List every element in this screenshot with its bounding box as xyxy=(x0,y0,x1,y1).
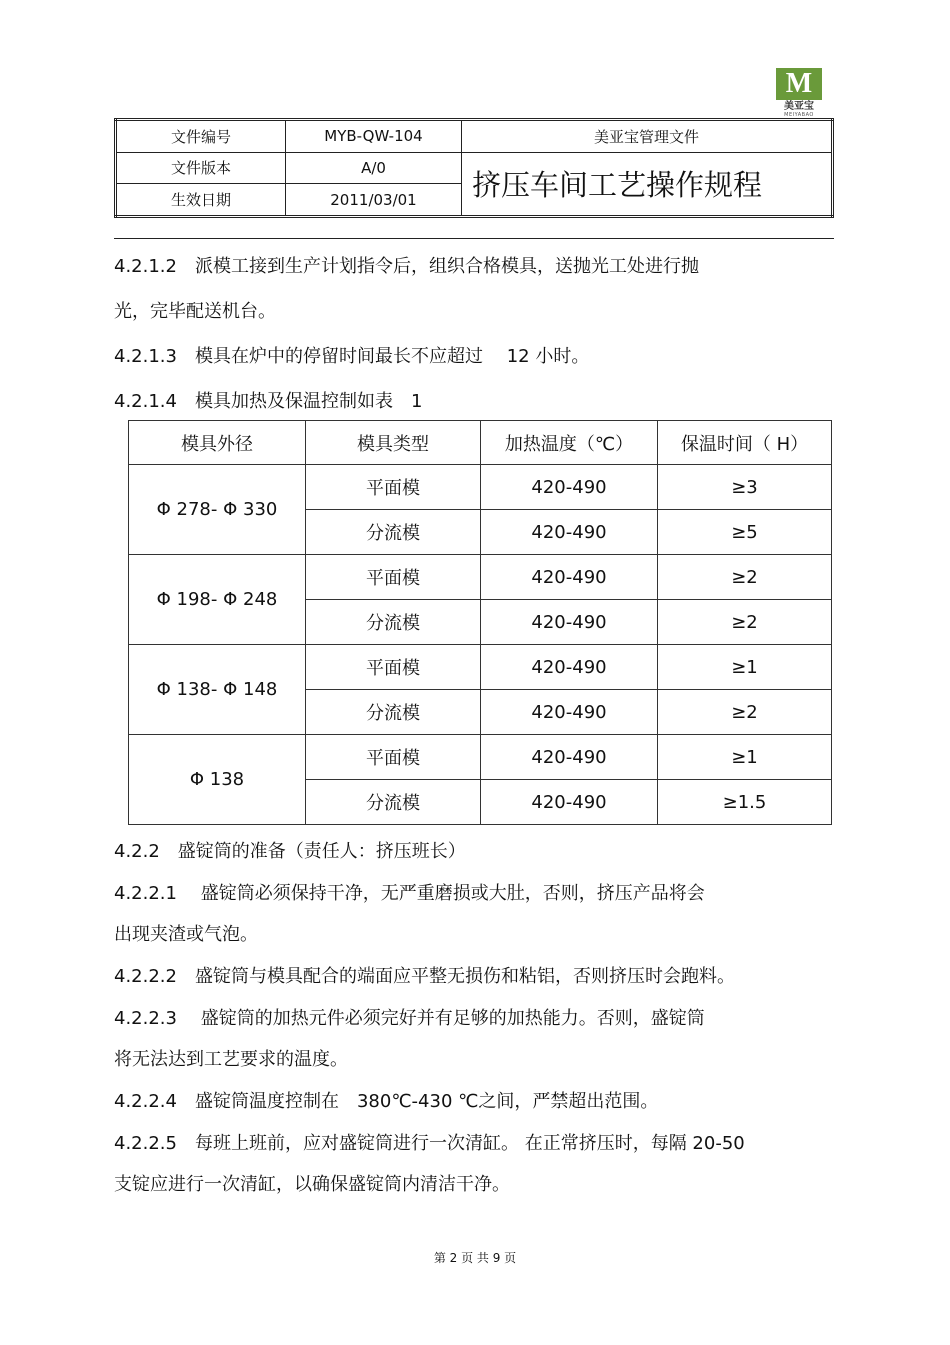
logo-letter: M xyxy=(785,68,813,99)
doc-version-label: 文件版本 xyxy=(116,152,286,183)
time-cell: ≥1 xyxy=(658,735,832,780)
table-row xyxy=(129,555,832,600)
header-row xyxy=(116,152,833,183)
diameter-cell: Φ 198- Φ 248 xyxy=(129,555,306,645)
time-cell: ≥2 xyxy=(658,555,832,600)
type-cell: 平面模 xyxy=(306,555,481,600)
logo-chinese-name: 美亚宝 xyxy=(784,101,814,112)
doc-number-value: MYB-QW-104 xyxy=(286,120,462,153)
company-logo xyxy=(774,68,824,118)
type-cell: 平面模 xyxy=(306,735,481,780)
temp-cell: 420-490 xyxy=(481,780,658,825)
temp-cell: 420-490 xyxy=(481,645,658,690)
type-cell: 分流模 xyxy=(306,690,481,735)
col-header-diameter: 模具外径 xyxy=(129,421,306,465)
time-cell: ≥2 xyxy=(658,600,832,645)
temp-cell: 420-490 xyxy=(481,465,658,510)
paragraph: 4.2.2.3 盛锭筒的加热元件必须完好并有足够的加热能力。否则，盛锭筒 xyxy=(114,1008,705,1029)
paragraph: 4.2.2.2 盛锭筒与模具配合的端面应平整无损伤和粘铝，否则挤压时会跑料。 xyxy=(114,966,735,987)
temp-cell: 420-490 xyxy=(481,690,658,735)
logo-english-name: MEIYABAO xyxy=(784,112,814,118)
effective-date-label: 生效日期 xyxy=(116,184,286,217)
temp-cell: 420-490 xyxy=(481,555,658,600)
table-row xyxy=(129,735,832,780)
paragraph: 4.2.2 盛锭筒的准备（责任人：挤压班长） xyxy=(114,841,466,862)
table-row xyxy=(129,645,832,690)
type-cell: 分流模 xyxy=(306,780,481,825)
logo-mark xyxy=(776,68,822,100)
temp-cell: 420-490 xyxy=(481,600,658,645)
type-cell: 平面模 xyxy=(306,465,481,510)
time-cell: ≥1.5 xyxy=(658,780,832,825)
paragraph: 4.2.1.4 模具加热及保温控制如表 1 xyxy=(114,391,423,412)
mold-heating-table xyxy=(128,420,832,825)
header-row xyxy=(116,120,833,153)
paragraph: 4.2.2.1 盛锭筒必须保持干净，无严重磨损或大肚，否则，挤压产品将会 xyxy=(114,883,705,904)
document-title: 挤压车间工艺操作规程 xyxy=(462,152,833,216)
paragraph: 出现夹渣或气泡。 xyxy=(114,924,258,945)
header-divider xyxy=(114,238,834,239)
temp-cell: 420-490 xyxy=(481,510,658,555)
time-cell: ≥5 xyxy=(658,510,832,555)
page-number-footer: 第 2 页 共 9 页 xyxy=(433,1251,517,1265)
doc-version-value: A/0 xyxy=(286,152,462,183)
time-cell: ≥2 xyxy=(658,690,832,735)
paragraph: 4.2.2.4 盛锭筒温度控制在 380℃-430 ℃之间，严禁超出范围。 xyxy=(114,1091,659,1112)
paragraph: 支锭应进行一次清缸，以确保盛锭筒内清洁干净。 xyxy=(114,1174,510,1195)
type-cell: 分流模 xyxy=(306,510,481,555)
company-doc-label: 美亚宝管理文件 xyxy=(462,120,833,153)
paragraph: 4.2.2.5 每班上班前，应对盛锭筒进行一次清缸。 在正常挤压时，每隔 20-50 xyxy=(114,1133,745,1154)
document-header-table xyxy=(114,118,834,218)
time-cell: ≥1 xyxy=(658,645,832,690)
time-cell: ≥3 xyxy=(658,465,832,510)
diameter-cell: Φ 138 xyxy=(129,735,306,825)
diameter-cell: Φ 138- Φ 148 xyxy=(129,645,306,735)
paragraph: 将无法达到工艺要求的温度。 xyxy=(114,1049,348,1070)
col-header-temp: 加热温度（℃） xyxy=(481,421,658,465)
table-row xyxy=(129,465,832,510)
paragraph: 4.2.1.3 模具在炉中的停留时间最长不应超过 12 小时。 xyxy=(114,346,590,367)
type-cell: 分流模 xyxy=(306,600,481,645)
temp-cell: 420-490 xyxy=(481,735,658,780)
effective-date-value: 2011/03/01 xyxy=(286,184,462,217)
doc-number-label: 文件编号 xyxy=(116,120,286,153)
col-header-time: 保温时间（ H） xyxy=(658,421,832,465)
type-cell: 平面模 xyxy=(306,645,481,690)
paragraph: 光，完毕配送机台。 xyxy=(114,301,276,322)
col-header-type: 模具类型 xyxy=(306,421,481,465)
paragraph: 4.2.1.2 派模工接到生产计划指令后，组织合格模具，送抛光工处进行抛 xyxy=(114,256,699,277)
diameter-cell: Φ 278- Φ 330 xyxy=(129,465,306,555)
table-header-row xyxy=(129,421,832,465)
